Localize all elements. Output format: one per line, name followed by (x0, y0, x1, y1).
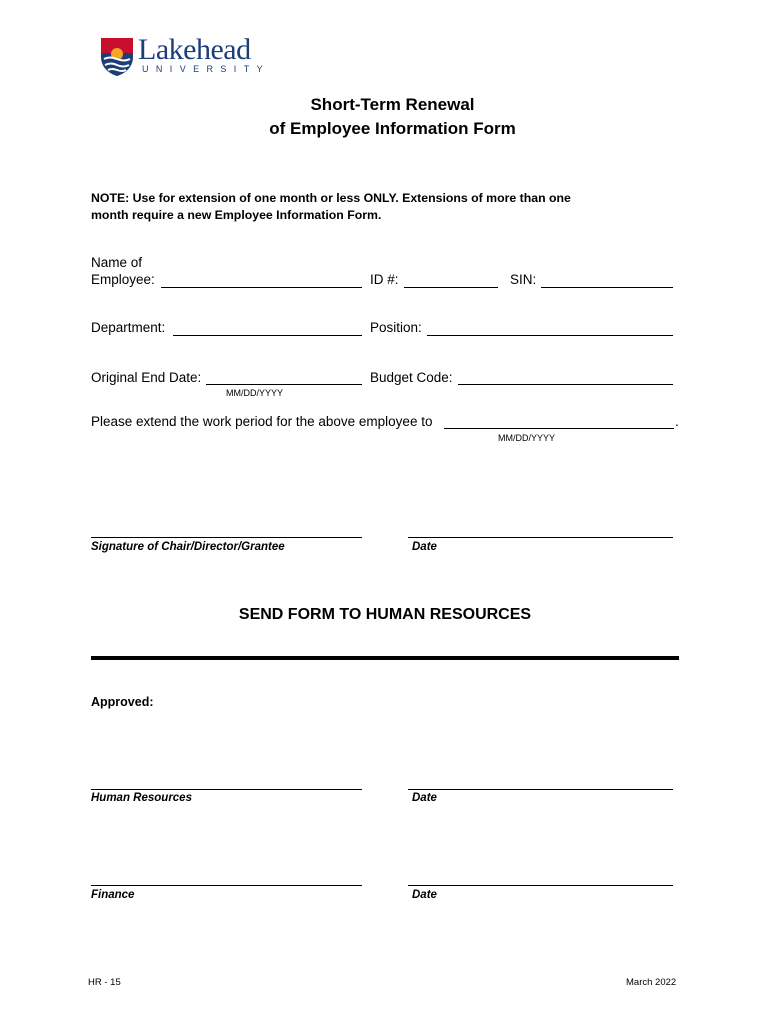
department-field[interactable] (173, 335, 362, 336)
section-divider (91, 656, 679, 660)
budget-code-label: Budget Code: (370, 370, 453, 385)
signature-line[interactable] (91, 537, 362, 538)
budget-code-field[interactable] (458, 384, 673, 385)
signature-caption: Signature of Chair/Director/Grantee (91, 541, 285, 553)
hr-caption: Human Resources (91, 792, 192, 804)
note-line1: NOTE: Use for extension of one month or less ONLY. Extensions of more than one (91, 191, 571, 205)
id-field[interactable] (404, 287, 498, 288)
finance-date-line[interactable] (408, 885, 673, 886)
employee-name-field[interactable] (161, 287, 362, 288)
employee-label: Employee: (91, 272, 155, 287)
send-form-heading: SEND FORM TO HUMAN RESOURCES (238, 606, 532, 623)
logo-wordmark: Lakehead (138, 33, 251, 66)
form-title-line2: of Employee Information Form (269, 119, 516, 138)
sin-field[interactable] (541, 287, 673, 288)
date-format-hint: MM/DD/YYYY (226, 388, 284, 398)
signature-date-line[interactable] (408, 537, 673, 538)
hr-signature-line[interactable] (91, 789, 362, 790)
footer-date: March 2022 (626, 977, 677, 988)
sin-label: SIN: (510, 272, 537, 287)
position-field[interactable] (427, 335, 673, 336)
finance-signature-line[interactable] (91, 885, 362, 886)
extend-date-format-hint: MM/DD/YYYY (498, 433, 556, 443)
university-logo (100, 33, 271, 77)
position-label: Position: (370, 320, 422, 335)
logo-subtitle: UNIVERSITY (142, 64, 271, 74)
original-end-date-field[interactable] (206, 384, 362, 385)
approved-label: Approved: (91, 695, 154, 709)
extend-text: Please extend the work period for the above employee to (91, 414, 433, 429)
name-of-label: Name of (91, 255, 143, 270)
extend-date-field[interactable] (444, 428, 674, 429)
hr-date-line[interactable] (408, 789, 673, 790)
original-end-date-label: Original End Date: (91, 370, 202, 385)
extend-period: . (675, 414, 679, 429)
footer-form-code: HR - 15 (88, 977, 121, 988)
shield-icon (100, 37, 134, 77)
finance-date-caption: Date (412, 889, 437, 901)
department-label: Department: (91, 320, 166, 335)
signature-date-caption: Date (412, 541, 437, 553)
hr-date-caption: Date (412, 792, 437, 804)
id-label: ID #: (370, 272, 399, 287)
note-line2: month require a new Employee Information Form. (91, 208, 382, 222)
finance-caption: Finance (91, 889, 135, 901)
form-title-line1: Short-Term Renewal (310, 95, 475, 114)
